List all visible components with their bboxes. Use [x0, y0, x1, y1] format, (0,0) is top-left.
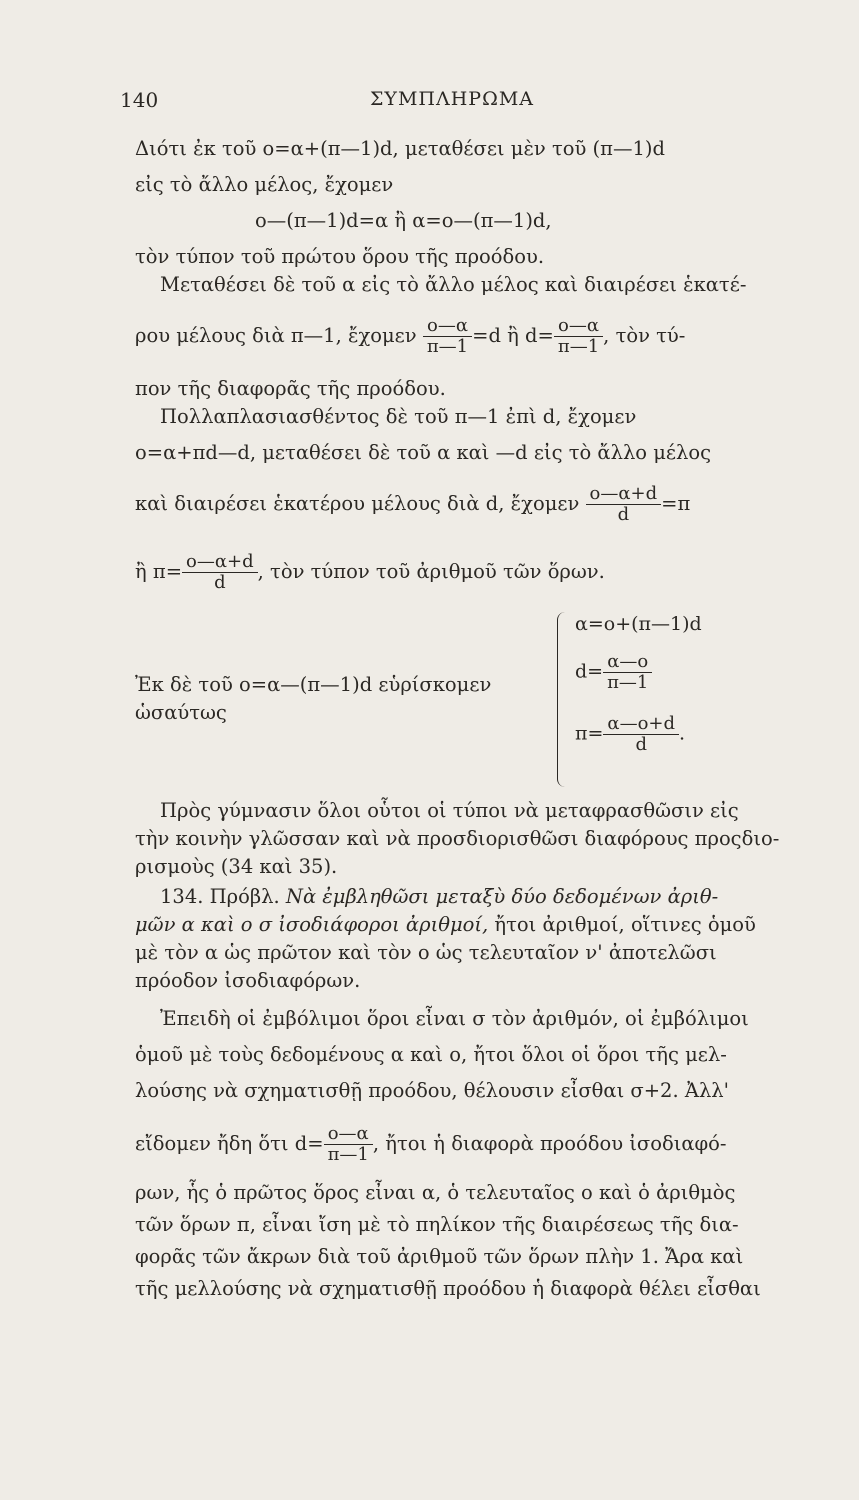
denominator: π—1 [426, 336, 469, 357]
fraction [423, 316, 472, 357]
text-line-with-fraction [135, 484, 795, 525]
text-fragment: , ἤτοι ἡ διαφορὰ προόδου ἰσοδιαφό- [372, 1132, 727, 1155]
numerator: ο—α+d [182, 552, 258, 573]
problem-statement: Νὰ ἐμβληθῶσι μεταξὺ δύο δεδομένων ἀριθ- [285, 885, 719, 908]
numerator: ο—α+d [586, 484, 662, 505]
text-line: Πολλαπλασιασθέντος δὲ τοῦ π—1 ἐπὶ d, ἔχομεν [160, 405, 637, 428]
text-line: ρων, ἧς ὁ πρῶτος ὅρος εἶναι α, ὁ τελευταῖος ο καὶ ὁ ἀριθμὸς [135, 1181, 736, 1204]
text-line-with-fractions [135, 316, 795, 357]
denominator: d [635, 734, 647, 755]
text-line: τῶν ὅρων π, εἶναι ἴση μὲ τὸ πηλίκον τῆς διαιρέσεως τῆς δια- [135, 1213, 739, 1236]
numerator: α—ο [603, 652, 652, 673]
text-fragment: ἤτοι ἀριθμοί, οἵτινες ὁμοῦ [488, 913, 756, 936]
problem-heading-line [160, 884, 820, 910]
text-fragment: d= [575, 660, 604, 683]
text-fragment: ρου μέλους διὰ π—1, ἔχομεν [135, 324, 417, 347]
denominator: d [214, 572, 226, 593]
problem-statement: μῶν α καὶ ο σ ἰσοδιάφοροι ἀριθμοί, [135, 913, 489, 936]
text-line: Ἐπειδὴ οἱ ἐμβόλιμοι ὅροι εἶναι σ τὸν ἀριθμόν, οἱ ἐμβόλιμοι [160, 1007, 749, 1030]
fraction [324, 1124, 373, 1165]
system-equation [575, 714, 685, 755]
text-line: τὴν κοινὴν γλῶσσαν καὶ νὰ προσδιορισθῶσι διαφόρους προςδιο- [135, 827, 780, 850]
text-line: τὸν τύπον τοῦ πρώτου ὅρου τῆς προόδου. [135, 245, 545, 268]
text-fragment: καὶ διαιρέσει ἑκατέρου μέλους διὰ d, ἔχομεν [135, 492, 580, 515]
fraction [554, 316, 603, 357]
numerator: ο—α [423, 316, 472, 337]
system-brace [557, 612, 572, 787]
equation-line: ο—(π—1)d=α ἢ α=ο—(π—1)d, [255, 209, 552, 232]
fraction [182, 552, 258, 593]
text-line: πρόοδον ἰσοδιαφόρων. [135, 969, 361, 992]
numerator: α—ο+d [603, 714, 679, 735]
text-fragment: , τὸν τύ- [603, 324, 686, 347]
text-line: πον τῆς διαφορᾶς τῆς προόδου. [135, 377, 446, 400]
denominator: π—1 [607, 672, 649, 693]
text-fragment: . [679, 722, 686, 745]
denominator: π—1 [557, 336, 600, 357]
text-line: τῆς μελλούσης νὰ σχηματισθῇ προόδου ἡ διαφορὰ θέλει εἶσθαι [135, 1277, 761, 1300]
text-line: Μεταθέσει δὲ τοῦ α εἰς τὸ ἄλλο μέλος καὶ διαιρέσει ἑκατέ- [160, 273, 747, 296]
fraction [603, 652, 652, 693]
text-fragment: =π [661, 492, 691, 515]
text-line: ὡσαύτως [135, 701, 227, 724]
text-fragment: εἴδομεν ἤδη ὅτι d= [135, 1132, 324, 1155]
page-number: 140 [120, 88, 159, 112]
denominator: π—1 [327, 1144, 369, 1165]
text-fragment: ἢ π= [135, 560, 183, 583]
text-line: εἰς τὸ ἄλλο μέλος, ἔχομεν [135, 173, 394, 196]
text-line: λούσης νὰ σχηματισθῇ προόδου, θέλουσιν εἶσθαι σ+2. Ἀλλ' [135, 1079, 730, 1102]
running-head: ΣΥΜΠΛΗΡΩΜΑ [370, 88, 535, 110]
text-line: ο=α+πd—d, μεταθέσει δὲ τοῦ α καὶ —d εἰς τὸ ἄλλο μέλος [135, 441, 712, 464]
text-line-with-fraction [135, 552, 795, 593]
system-equation: α=ο+(π—1)d [575, 613, 702, 635]
text-line: μὲ τὸν α ὡς πρῶτον καὶ τὸν ο ὡς τελευταῖον ν' ἀποτελῶσι [135, 941, 717, 964]
denominator: d [617, 504, 630, 525]
text-line: Ἐκ δὲ τοῦ ο=α—(π—1)d εὑρίσκομεν [135, 673, 492, 696]
text-fragment: π= [575, 722, 604, 745]
text-line: ὁμοῦ μὲ τοὺς δεδομένους α καὶ ο, ἤτοι ὅλοι οἱ ὅροι τῆς μελ- [135, 1043, 727, 1066]
text-line: ρισμοὺς (34 καὶ 35). [135, 855, 338, 878]
text-fragment: =d ἢ d= [472, 324, 554, 347]
text-line: Πρὸς γύμνασιν ὅλοι οὗτοι οἱ τύποι νὰ μεταφρασθῶσιν εἰς [160, 799, 739, 822]
problem-number: 134. Πρόβλ. [160, 885, 280, 908]
text-line: φορᾶς τῶν ἄκρων διὰ τοῦ ἀριθμοῦ τῶν ὅρων πλὴν 1. Ἄρα καὶ [135, 1245, 744, 1268]
text-line-with-fraction [135, 1124, 795, 1165]
text-line [135, 912, 795, 938]
text-line: Διότι ἐκ τοῦ ο=α+(π—1)d, μεταθέσει μὲν τοῦ (π—1)d [135, 137, 665, 160]
fraction [586, 484, 662, 525]
numerator: ο—α [324, 1124, 373, 1145]
text-fragment: , τὸν τύπον τοῦ ἀριθμοῦ τῶν ὅρων. [257, 560, 605, 583]
system-equation [575, 652, 652, 693]
numerator: ο—α [554, 316, 603, 337]
fraction [603, 714, 679, 755]
